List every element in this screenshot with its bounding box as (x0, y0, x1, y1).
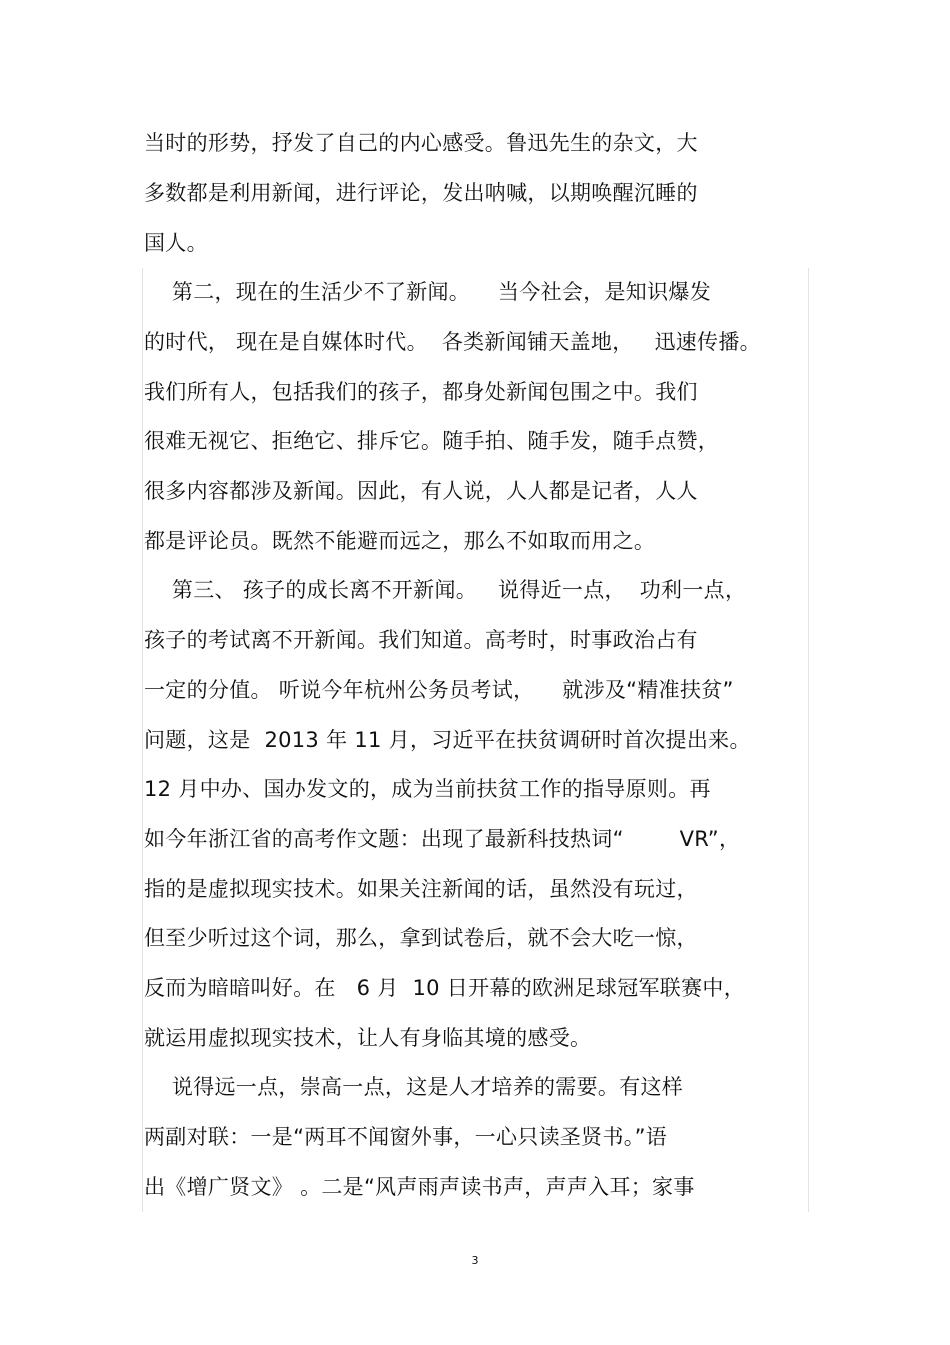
text-line-12: 一定的分值。 听说今年杭州公务员考试， 就涉及“精准扶贫” (144, 678, 734, 702)
page-frame-right-border (808, 268, 809, 1212)
text-line-11: 孩子的考试离不开新闻。我们知道。高考时，时事政治占有 (144, 628, 698, 652)
text-line-17: 但至少听过这个词，那么，拿到试卷后，就不会大吃一惊， (144, 926, 698, 950)
text-line-9: 都是评论员。既然不能避而远之，那么不如取而用之。 (144, 529, 656, 553)
text-line-2: 多数都是利用新闻，进行评论，发出呐喊，以期唤醒沉睡的 (144, 181, 698, 205)
text-line-8: 很多内容都涉及新闻。因此，有人说，人人都是记者，人人 (144, 479, 698, 503)
text-line-19: 就运用虚拟现实技术，让人有身临其境的感受。 (144, 1026, 592, 1050)
text-line-1: 当时的形势，抒发了自己的内心感受。鲁迅先生的杂文，大 (144, 131, 698, 155)
text-line-10: 第三、 孩子的成长离不开新闻。 说得近一点， 功利一点， (144, 578, 747, 602)
text-line-15: 如今年浙江省的高考作文题：出现了最新科技热词“ VR”， (144, 827, 741, 851)
page-frame-left-border (142, 268, 143, 1212)
text-line-13: 问题，这是 2013 年 11 月，习近平在扶贫调研时首次提出来。 (144, 728, 751, 752)
text-line-20: 说得远一点，崇高一点，这是人才培养的需要。有这样 (144, 1075, 684, 1099)
text-line-4: 第二，现在的生活少不了新闻。 当今社会，是知识爆发 (144, 280, 711, 304)
text-line-6: 我们所有人，包括我们的孩子，都身处新闻包围之中。我们 (144, 380, 698, 404)
page-number: 3 (471, 1254, 479, 1267)
text-line-18: 反而为暗暗叫好。在 6 月 10 日开幕的欧洲足球冠军联赛中， (144, 976, 746, 1000)
text-line-16: 指的是虚拟现实技术。如果关注新闻的话，虽然没有玩过， (144, 877, 698, 901)
text-line-3: 国人。 (144, 231, 208, 255)
text-line-5: 的时代， 现在是自媒体时代。 各类新闻铺天盖地， 迅速传播。 (144, 330, 761, 354)
text-line-21: 两副对联：一是“两耳不闻窗外事，一心只读圣贤书。”语 (144, 1125, 668, 1149)
text-line-7: 很难无视它、拒绝它、排斥它。随手拍、随手发，随手点赞， (144, 429, 720, 453)
text-line-22: 出《增广贤文》 。二是“风声雨声读书声，声声入耳；家事 (144, 1175, 695, 1199)
text-line-14: 12 月中办、国办发文的，成为当前扶贫工作的指导原则。再 (144, 777, 711, 801)
